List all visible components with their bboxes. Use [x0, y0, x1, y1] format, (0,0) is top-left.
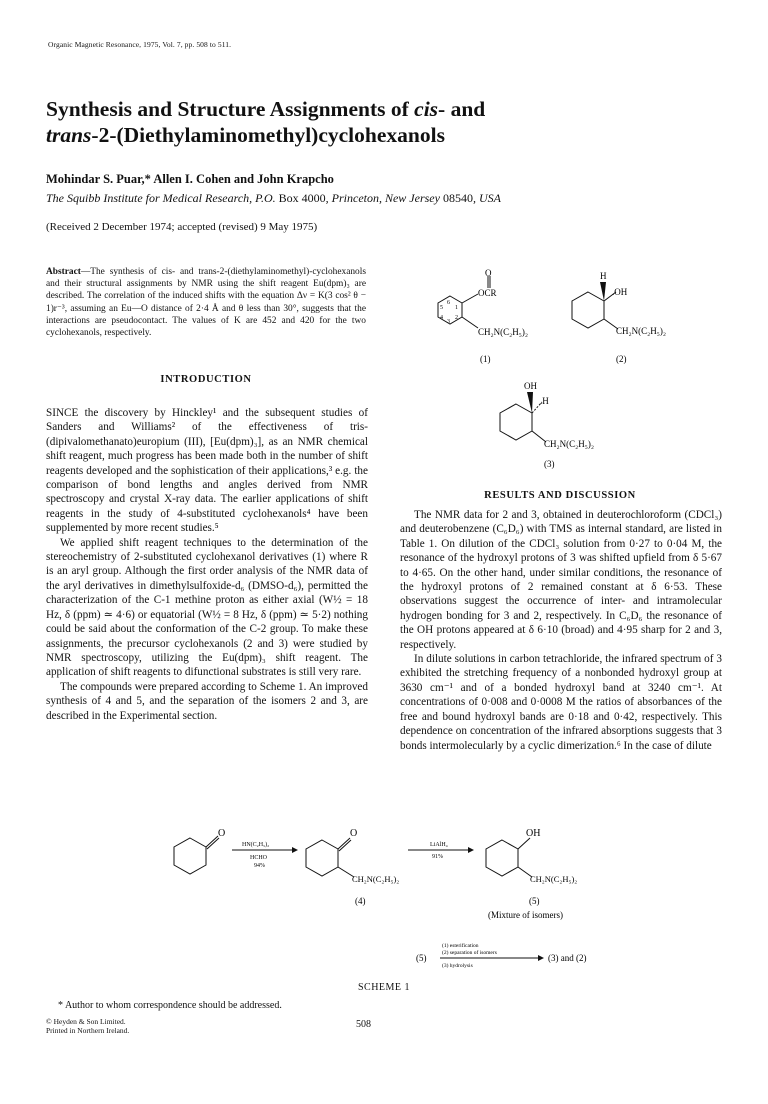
received-dates: (Received 2 December 1974; accepted (revised) 9 May 1975)	[46, 221, 318, 233]
ketone-oxygen-label: O	[218, 828, 226, 839]
step-label: (2) separation of isomers	[442, 950, 497, 956]
abstract-text: —The synthesis of cis- and trans-2-(diethylaminomethyl)-cyclohexanols and their structural assignments by NMR using the shift reagent Eu(dpm)₃ are described. The correlation of the induced shifts with the equation Δν = K(3 cos² θ − 1)r⁻³, assuming an Eu—O distance of 2·4 Å and θ less than 30°, suggests that the interactions are pseudocontact. The values of K are 452 and 420 for the two cyclohexanols, respectively.	[46, 267, 366, 339]
compound-label: (1)	[480, 354, 491, 364]
ring-number: 4	[440, 315, 443, 321]
scheme-1-diagram	[160, 820, 620, 980]
compound-label: (5)	[416, 953, 427, 963]
title-part-italic: cis	[414, 97, 439, 121]
structures-1-2	[420, 268, 740, 368]
article-title	[46, 96, 646, 148]
reagent-label: HN(C₂H₅)₂	[242, 842, 270, 848]
affiliation	[46, 191, 501, 206]
yield-label: 94%	[254, 863, 265, 869]
hydroxyl-label: .OH	[612, 287, 628, 297]
paragraph: The compounds were prepared according to Scheme 1. An improved synthesis of 4 and 5, and the separation of the isomers 2 and 3, are described in the Experimental section.	[46, 680, 368, 722]
hydroxyl-label: OH	[526, 828, 541, 839]
substituent-label: CH₂N(C₂H₅)₂	[544, 439, 595, 449]
ring-number: 5	[440, 305, 443, 311]
substituent-label: CH₂N(C₂H₅)₂	[352, 874, 400, 884]
page-number: 508	[356, 1019, 371, 1030]
affiliation-part: The Squibb Institute for Medical Research, P.O.	[46, 191, 279, 205]
substituent-label: CH₂N(C₂H₅)₂	[478, 327, 529, 337]
compound-label: (5)	[529, 896, 540, 906]
mixture-note: (Mixture of isomers)	[488, 910, 563, 920]
ring-number: 1	[455, 305, 458, 311]
ring-number: 2	[455, 315, 458, 321]
reagent-label: HCHO	[250, 855, 268, 861]
compound-label: (2)	[616, 354, 627, 364]
substituent-label: CH₂N(C₂H₅)₂	[616, 326, 667, 336]
hydroxyl-label: OH	[524, 381, 537, 391]
journal-citation: Organic Magnetic Resonance, 1975, Vol. 7, pp. 508 to 511.	[48, 40, 232, 49]
abstract-label: Abstract	[46, 267, 81, 277]
publisher-line: © Heyden & Son Limited.	[46, 1017, 126, 1026]
title-part: Synthesis and Structure Assignments of	[46, 97, 415, 121]
step-label: (3) hydrolysis	[442, 963, 473, 969]
step-label: (1) esterification	[442, 943, 479, 949]
publisher-line: Printed in Northern Ireland.	[46, 1026, 130, 1035]
title-part-italic: trans	[46, 123, 92, 147]
compound-label: (3)	[544, 459, 555, 469]
paragraph: We applied shift reagent techniques to the determination of the stereochemistry of 2-substituted cyclohexanol derivatives (1) where R is an aryl group. Although the first order analysis of the NMR data of the aryl derivatives in dimethylsulfoxide-d₆ (DMSO-d₆), permitted the characterization of the C-1 methine proton as either axial (W½ = 18 Hz, δ (ppm) ≃ 4·6) or equatorial (W½ = 8 Hz, δ (ppm) ≃ 5·2) nothing could be said about the conformation of the C-2 group. To make these assignments, the precursor cyclohexanols (2 and 3) were studied by NMR spectroscopy, utilizing the Eu(dpm)₃ shift reagent. The application of shift reagents to difunctional substrates is still very rare.	[46, 536, 368, 679]
publisher-info	[46, 1017, 129, 1035]
ester-label: OCR	[478, 288, 497, 298]
hydrogen-label: .H	[540, 396, 549, 406]
section-heading-results: RESULTS AND DISCUSSION	[484, 490, 636, 501]
ring-number: 6	[447, 300, 450, 306]
affiliation-part: , Princeton, New Jersey	[325, 191, 443, 205]
structure-3	[480, 378, 700, 474]
paragraph: In dilute solutions in carbon tetrachloride, the infrared spectrum of 3 exhibited the stretching frequency of a nonbonded hydroxyl group at 3630 cm⁻¹ and of a bonded hydroxyl band at 3240 cm⁻¹. At concentrations of 0·008 and 0·0008 M the ratios of absorbances of the free and bound hydroxyl bands are 0·18 and 0·42, respectively. This dependence on concentration of the infrared absorptions suggests that 3 bonds intermolecularly by a cyclic dimerization.⁶ In the case of dilute	[400, 653, 722, 752]
substituent-label: CH₂N(C₂H₅)₂	[530, 874, 578, 884]
carbonyl-o-label: O	[485, 268, 492, 278]
reagent-label: LiAlH₄	[430, 842, 448, 848]
ketone-oxygen-label: O	[350, 828, 358, 839]
section-heading-introduction: INTRODUCTION	[160, 374, 252, 385]
affiliation-part: Box 4000	[278, 191, 326, 205]
affiliation-part: 08540	[442, 191, 473, 205]
paragraph: The NMR data for 2 and 3, obtained in deuterochloroform (CDCl₃) and deuterobenzene (C₆D₆) with TMS as internal standard, are listed in Table 1. On dilution of the CDCl₃ solution from 0·27 to 0·04 M, the resonance of the hydroxyl protons of 3 was shifted upfield from δ 5·67 to 4·65. On the other hand, under similar conditions, the resonance of the hydroxyl protons of 2 remained constant at δ 6·53. These observations suggest the occurrence of inter- and intramolecular hydrogen bonding for 3 and 2, respectively. In C₆D₆ the resonance of the OH protons appeared at δ 6·10 (broad) and 4·95 sharp for 2 and 3, respectively.	[400, 509, 722, 651]
introduction-body	[46, 406, 368, 723]
scheme-caption: SCHEME 1	[357, 982, 411, 993]
ring-number: 3	[447, 319, 450, 325]
author-list: Mohindar S. Puar,* Allen I. Cohen and John Krapcho	[46, 172, 334, 186]
affiliation-part: , USA	[472, 191, 501, 205]
title-part: - and	[438, 97, 486, 121]
product-label: (3) and (2)	[548, 953, 587, 963]
title-part: -2-(Diethylaminomethyl)cyclohexanols	[91, 123, 445, 147]
yield-label: 91%	[432, 854, 443, 860]
results-body	[400, 508, 722, 753]
paragraph: SINCE the discovery by Hinckley¹ and the subsequent studies of Sanders and Williams² of the effectiveness of tris-(dipivalomethanato)europium (III), [Eu(dpm)₃], as an NMR chemical shift reagent, much progress has been made both in the number of shift reagents developed and the sophistication of their applications,³ e.g. the comparison of bond lengths and angles derived from NMR spectroscopy and crystal X-ray data. The earlier applications of shift reagents in the study of 4-substituted cyclohexanols⁴ have been supplemented by more recent studies.⁵	[46, 407, 368, 535]
footnote: * Author to whom correspondence should be addressed.	[58, 1000, 282, 1011]
compound-label: (4)	[355, 896, 366, 906]
abstract	[46, 266, 366, 339]
hydrogen-label: H	[600, 271, 607, 281]
